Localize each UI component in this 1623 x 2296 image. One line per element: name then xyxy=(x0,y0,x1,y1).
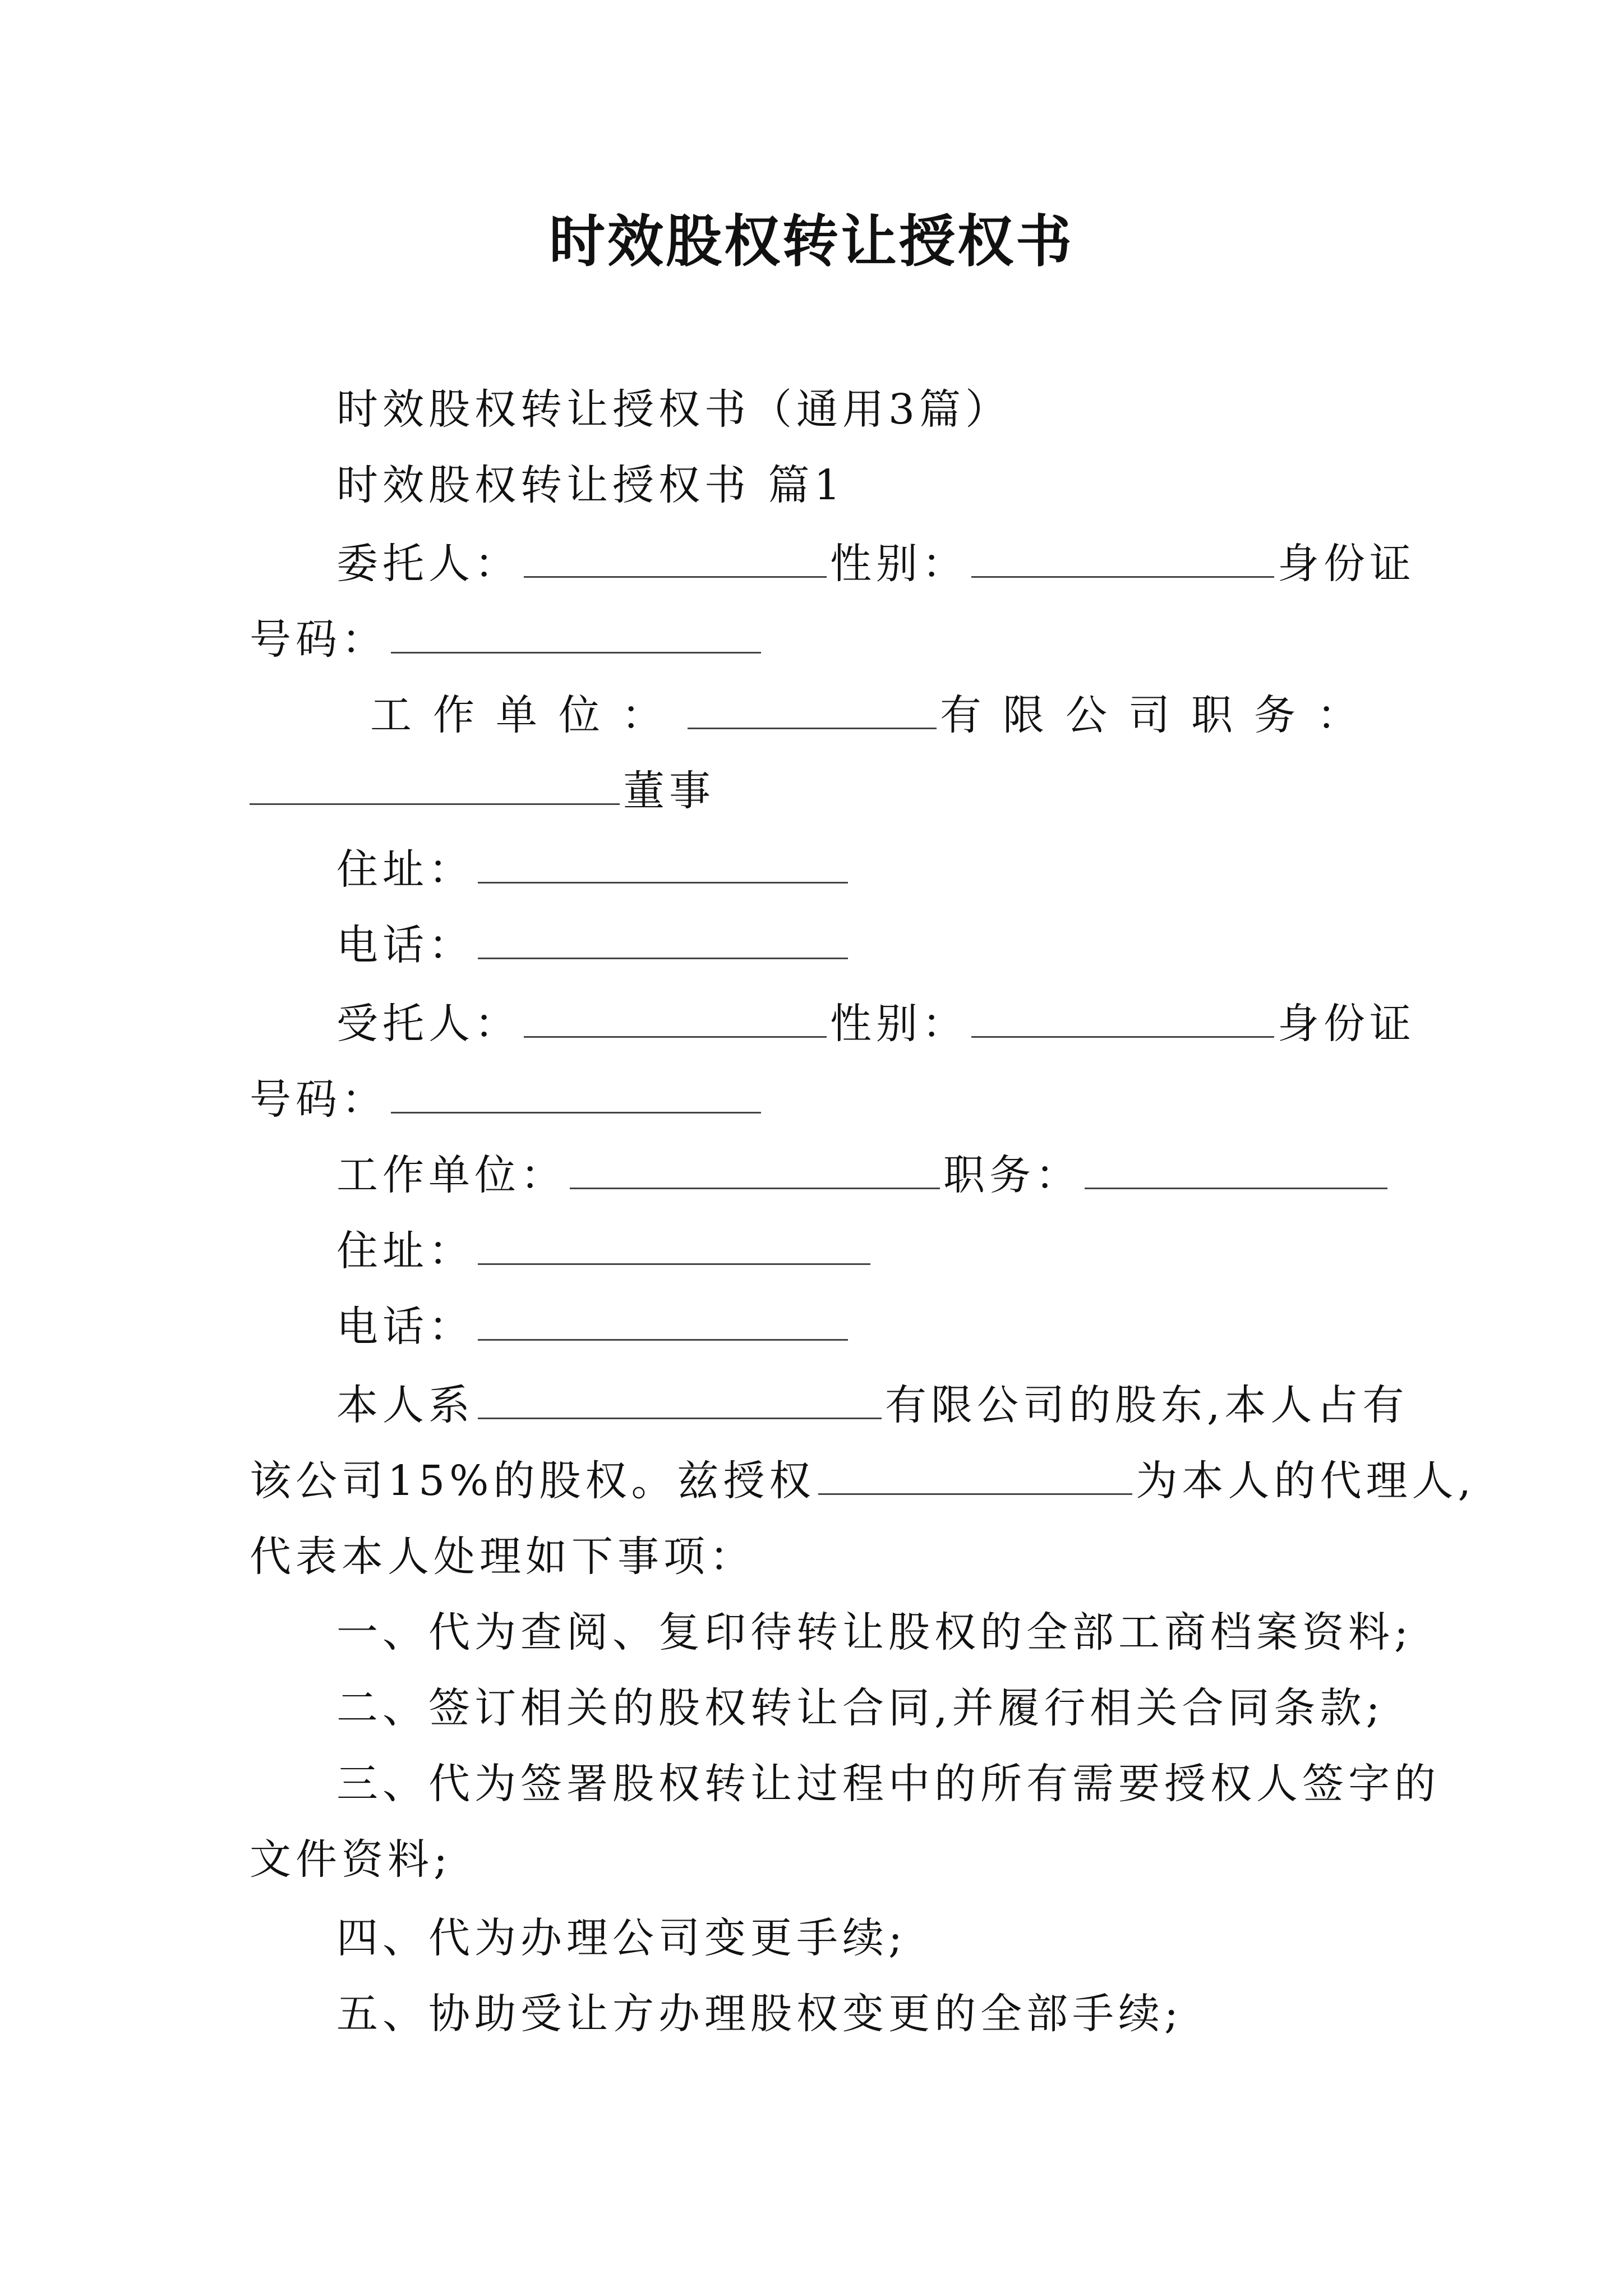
principal-company-job-label: 有限公司职务： xyxy=(940,691,1380,739)
principal-phone-row xyxy=(336,917,851,973)
statement-line-2 xyxy=(250,1453,1476,1509)
principal-work-unit-label: 工作单位： xyxy=(370,691,684,739)
principal-id-label: 身份证 xyxy=(1278,540,1415,588)
item-3: 三、代为签署股权转让过程中的所有需要授权人签字的 xyxy=(336,1760,1440,1808)
agent-name-authorization-blank xyxy=(818,1454,1132,1495)
agent-id-label-2: 号码： xyxy=(250,1075,388,1124)
principal-job-blank xyxy=(250,764,620,805)
item-4: 四、代为办理公司变更手续; xyxy=(336,1914,907,1962)
agent-address-label: 住址： xyxy=(336,1227,474,1275)
shareholder-company-blank xyxy=(478,1378,882,1419)
statement-part4: 为本人的代理人, xyxy=(1136,1457,1476,1505)
item-5: 五、协助受让方办理股权变更的全部手续; xyxy=(336,1990,1183,2038)
agent-phone-label: 电话： xyxy=(336,1303,474,1351)
statement-line-3: 代表本人处理如下事项： xyxy=(250,1533,755,1581)
agent-id-row xyxy=(250,1071,764,1128)
agent-id-label: 身份证 xyxy=(1278,1000,1415,1048)
agent-id-blank xyxy=(391,1073,761,1114)
principal-work-unit-blank xyxy=(688,688,937,729)
principal-work-row xyxy=(370,687,1380,743)
item-1: 一、代为查阅、复印待转让股权的全部工商档案资料; xyxy=(336,1608,1413,1657)
principal-label: 委托人： xyxy=(336,540,520,588)
agent-gender-blank xyxy=(971,997,1274,1038)
principal-job-row xyxy=(250,763,715,819)
principal-id-blank xyxy=(391,613,761,654)
statement-part2: 有限公司的股东,本人占有 xyxy=(885,1381,1409,1429)
document-subtitle: 时效股权转让授权书（通用3篇） xyxy=(336,385,1012,434)
principal-id-label-2: 号码： xyxy=(250,615,388,664)
agent-gender-label: 性别： xyxy=(830,1000,968,1048)
principal-row xyxy=(336,536,1415,592)
agent-phone-row xyxy=(336,1299,851,1355)
item-2: 二、签订相关的股权转让合同,并履行相关合同条款; xyxy=(336,1684,1385,1732)
principal-gender-label: 性别： xyxy=(830,540,968,588)
principal-gender-blank xyxy=(971,537,1274,578)
agent-job-blank xyxy=(1085,1148,1387,1189)
principal-name-blank xyxy=(524,537,827,578)
statement-line-1 xyxy=(336,1377,1409,1433)
agent-address-blank xyxy=(478,1224,870,1265)
principal-address-blank xyxy=(478,843,848,884)
agent-work-unit-label: 工作单位： xyxy=(336,1151,566,1199)
principal-address-label: 住址： xyxy=(336,845,474,894)
principal-phone-blank xyxy=(478,918,848,959)
agent-phone-blank xyxy=(478,1300,848,1341)
agent-work-row xyxy=(336,1147,1391,1203)
document-title: 时效股权转让授权书 xyxy=(549,208,1074,274)
statement-part3: 该公司15%的股权。兹授权 xyxy=(250,1457,815,1505)
principal-phone-label: 电话： xyxy=(336,921,474,969)
agent-row xyxy=(336,996,1415,1052)
principal-id-row xyxy=(250,611,764,668)
statement-part1: 本人系 xyxy=(336,1381,474,1429)
agent-name-blank xyxy=(524,997,827,1038)
item-3-continued: 文件资料; xyxy=(250,1835,452,1884)
section-heading: 时效股权转让授权书 篇1 xyxy=(336,461,845,509)
agent-job-label: 职务： xyxy=(943,1151,1081,1199)
agent-address-row xyxy=(336,1223,874,1279)
agent-work-unit-blank xyxy=(570,1148,940,1189)
principal-address-row xyxy=(336,841,851,898)
principal-job-value: 董事 xyxy=(623,767,715,815)
agent-label: 受托人： xyxy=(336,1000,520,1048)
